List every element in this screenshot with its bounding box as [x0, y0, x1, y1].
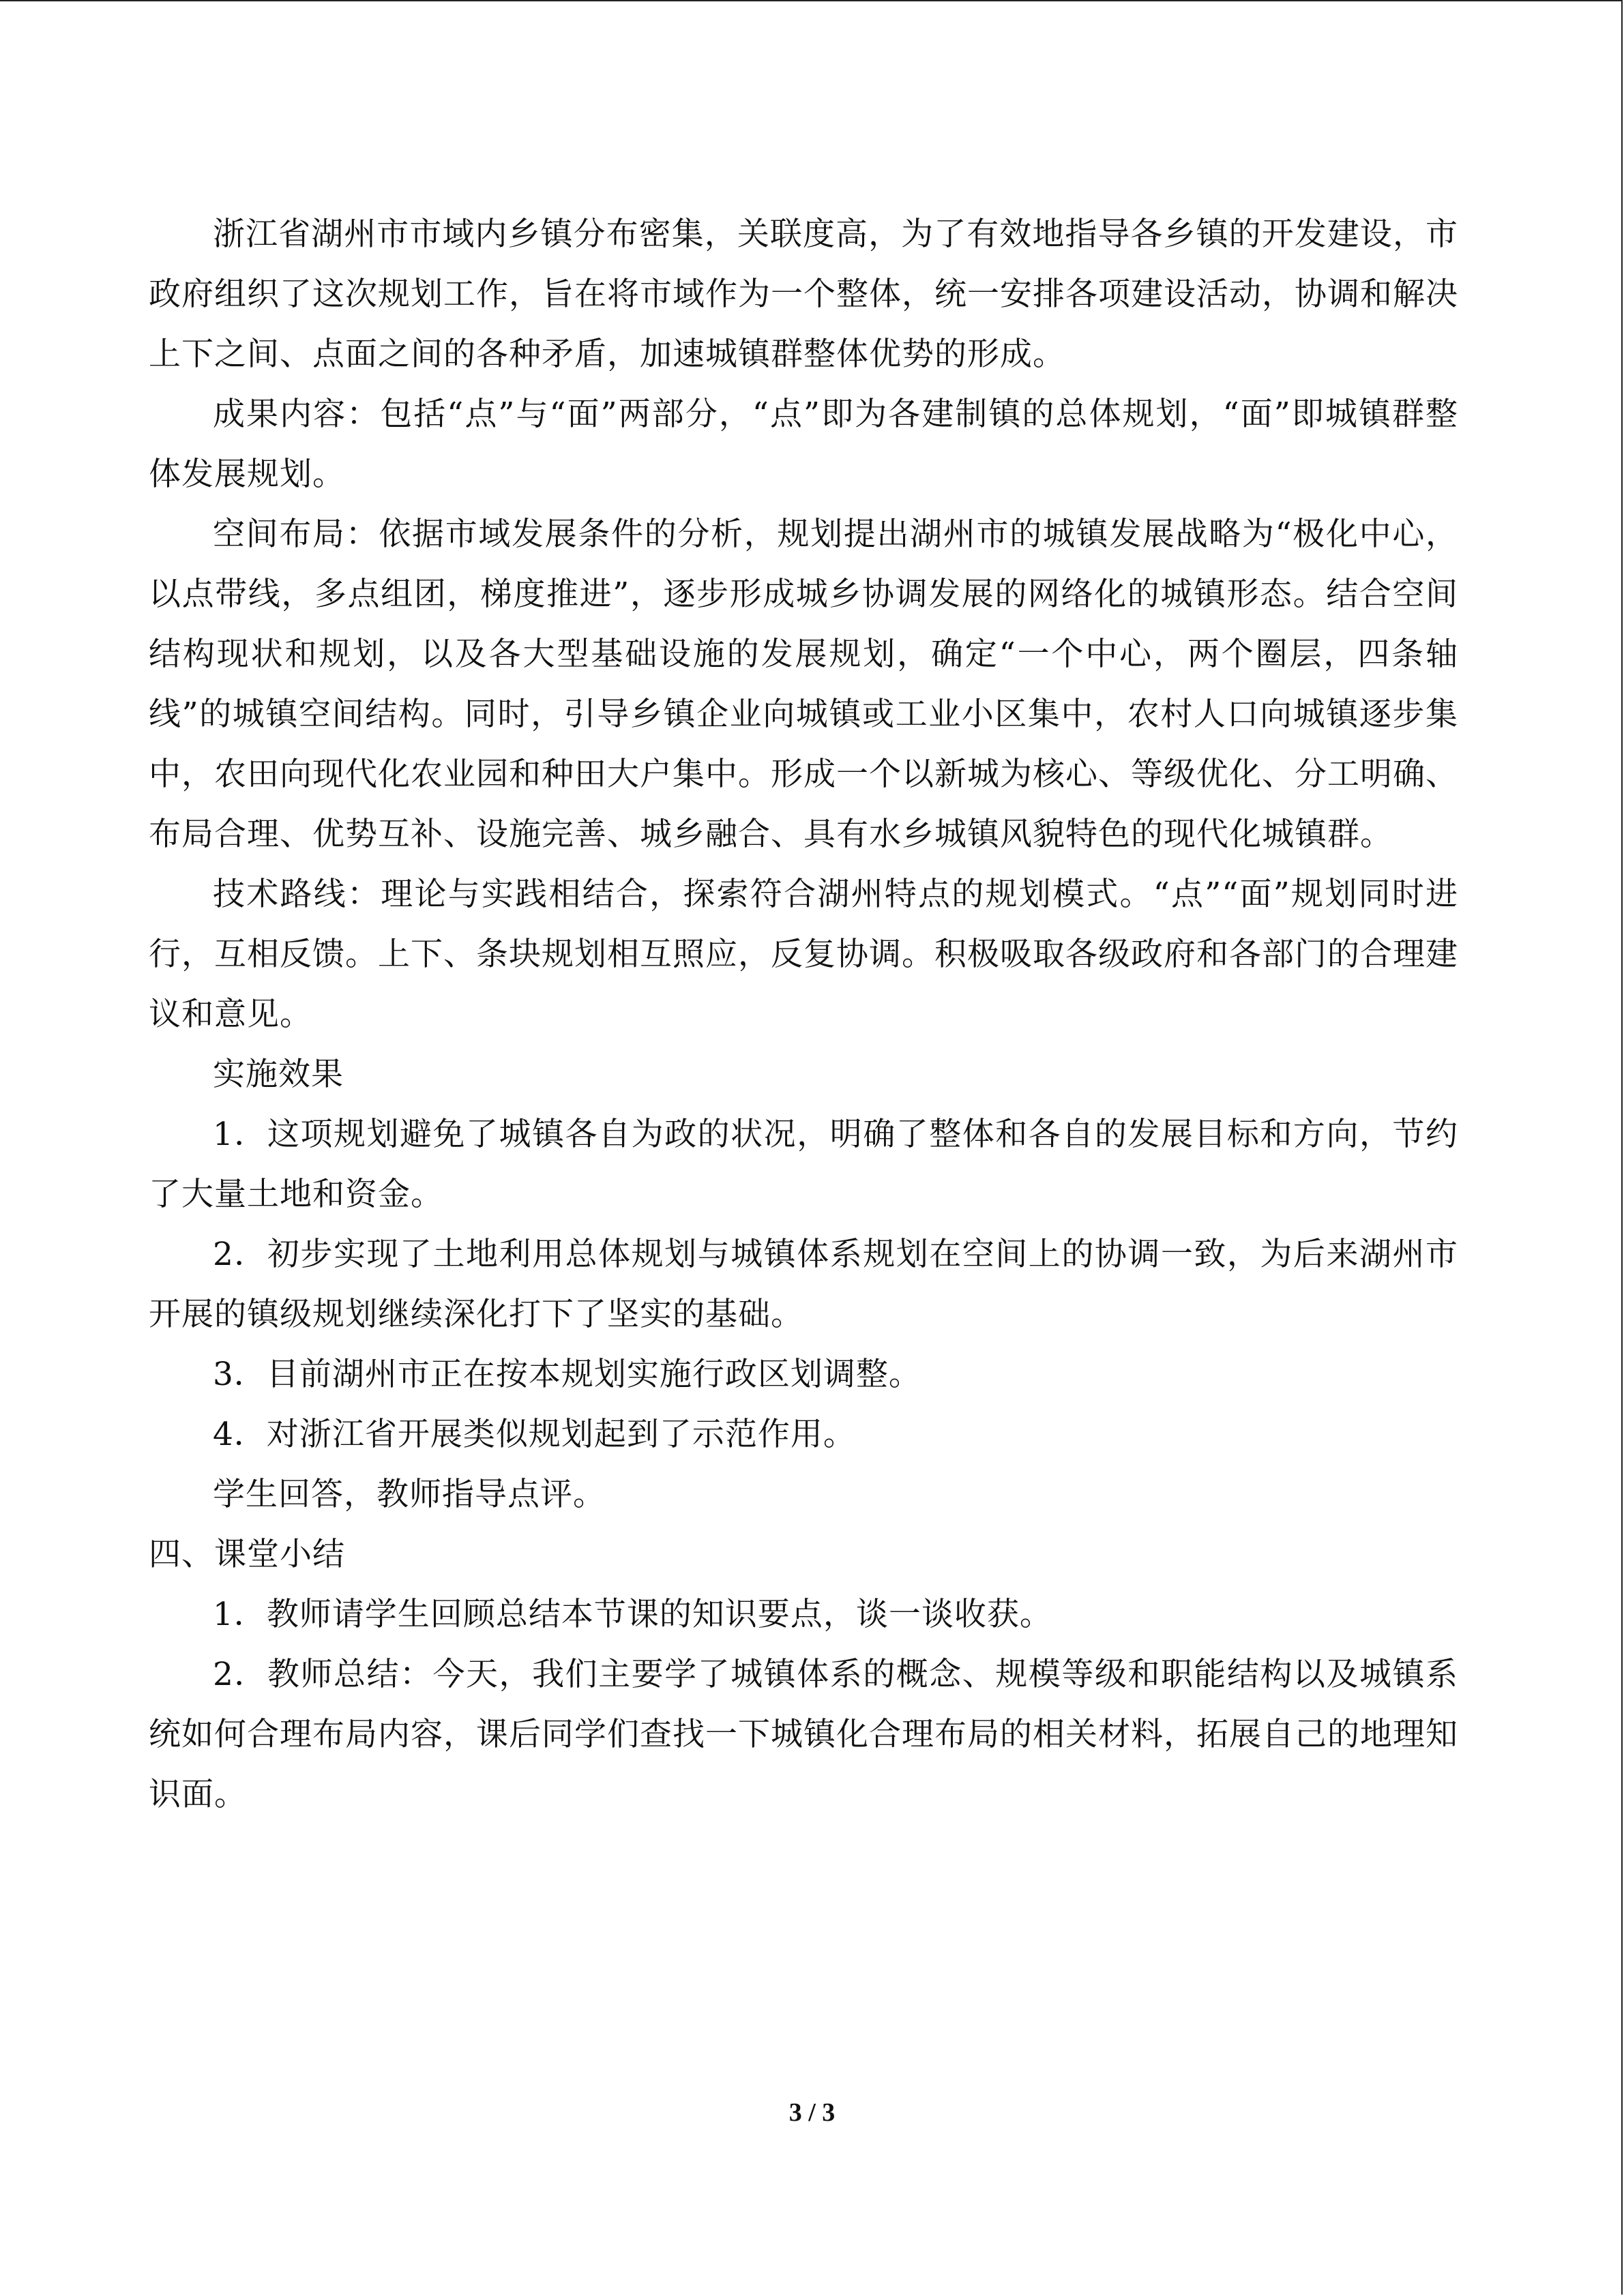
paragraph-implementation-title: 实施效果: [213, 1056, 344, 1093]
paragraph-effect-4: 4．对浙江省开展类似规划起到了示范作用。: [213, 1416, 856, 1453]
document-body: [149, 205, 1458, 1825]
paragraph-effect-3: 3．目前湖州市正在按本规划实施行政区划调整。: [213, 1356, 921, 1393]
paragraph-results: 成果内容：包括“点”与“面”两部分，“点”即为各建制镇的总体规划，“面”即城镇群整体发展规划。: [149, 396, 1458, 493]
paragraph-summary-1: 1．教师请学生回顾总结本节课的知识要点，谈一谈收获。: [213, 1596, 1052, 1633]
paragraph-technical-route: 技术路线：理论与实践相结合，探索符合湖州特点的规划模式。“点”“面”规划同时进行，互相反馈。上下、条块规划相互照应，反复协调。积极吸取各级政府和各部门的合理建议和意见。: [149, 876, 1458, 1033]
paragraph-effect-2: 2．初步实现了土地利用总体规划与城镇体系规划在空间上的协调一致，为后来湖州市开展的镇级规划继续深化打下了坚实的基础。: [149, 1236, 1458, 1333]
paragraph-summary-2: 2．教师总结：今天，我们主要学了城镇体系的概念、规模等级和职能结构以及城镇系统如何合理布局内容，课后同学们查找一下城镇化合理布局的相关材料，拓展自己的地理知识面。: [149, 1656, 1458, 1813]
paragraph-intro: 浙江省湖州市市域内乡镇分布密集，关联度高，为了有效地指导各乡镇的开发建设，市政府组织了这次规划工作，旨在将市域作为一个整体，统一安排各项建设活动，协调和解决上下之间、点面之间的各种矛盾，加速城镇群整体优势的形成。: [149, 215, 1458, 373]
paragraph-spatial-layout: 空间布局：依据市域发展条件的分析，规划提出湖州市的城镇发展战略为“极化中心，以点带线，多点组团，梯度推进”，逐步形成城乡协调发展的网络化的城镇形态。结合空间结构现状和规划，以及各大型基础设施的发展规划，确定“一个中心，两个圈层，四条轴线”的城镇空间结构。同时，引导乡镇企业向城镇或工业小区集中，农村人口向城镇逐步集中，农田向现代化农业园和种田大户集中。形成一个以新城为核心、等级优化、分工明确、布局合理、优势互补、设施完善、城乡融合、具有水乡城镇风貌特色的现代化城镇群。: [149, 516, 1458, 853]
section-heading: 四、课堂小结: [149, 1536, 345, 1573]
paragraph-effect-1: 1．这项规划避免了城镇各自为政的状况，明确了整体和各自的发展目标和方向，节约了大量土地和资金。: [149, 1116, 1458, 1213]
page-number: 3 / 3: [788, 2098, 836, 2127]
paragraph-student-answer: 学生回答，教师指导点评。: [213, 1476, 606, 1513]
